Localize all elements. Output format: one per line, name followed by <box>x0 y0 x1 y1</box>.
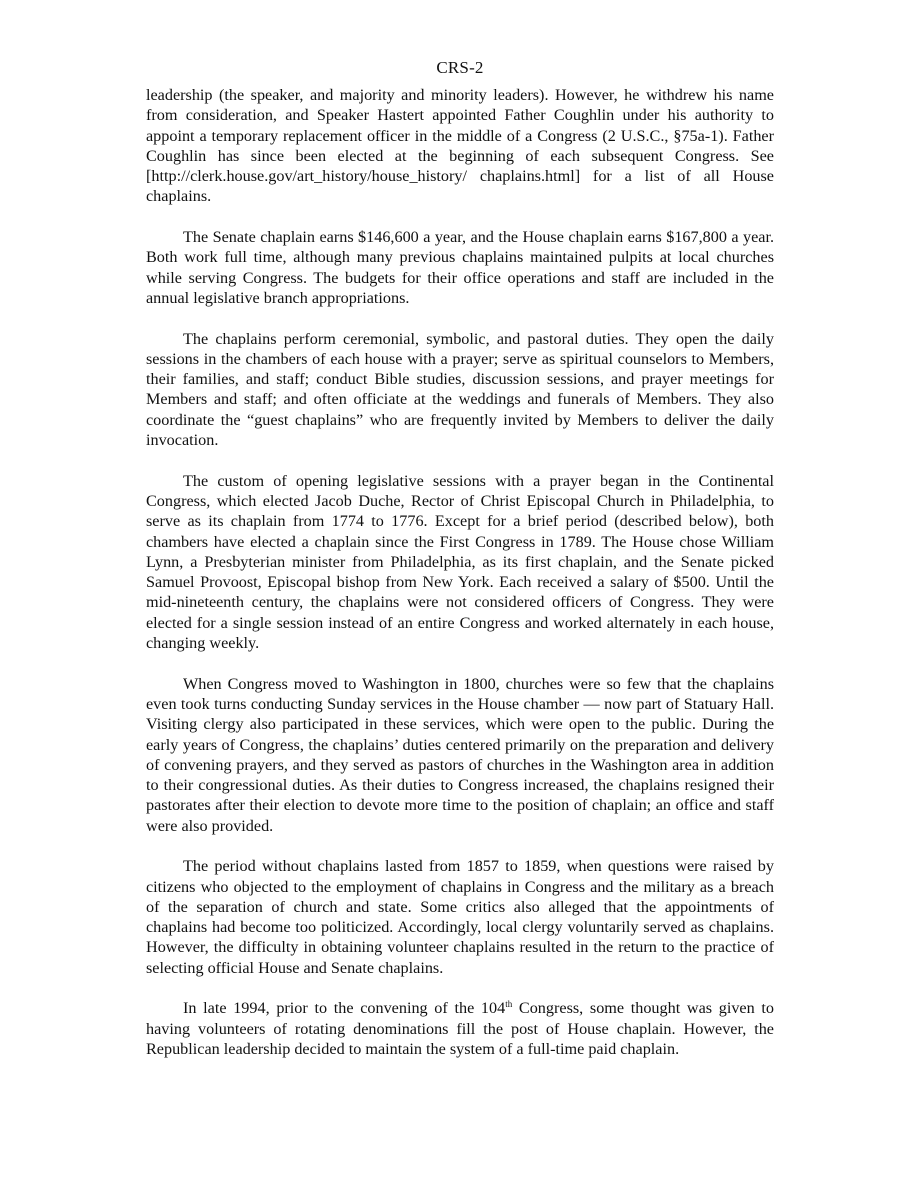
paragraph-1994-text-before: In late 1994, prior to the convening of the 104 <box>183 999 506 1018</box>
document-page <box>146 0 774 1080</box>
page-header: CRS-2 <box>436 58 484 77</box>
paragraph-duties: The chaplains perform ceremonial, symbolic, and pastoral duties. They open the daily sessions in the chambers of each house with a prayer; serve as spiritual counselors to Members, their families, and staff; conduct Bible studies, discussion sessions, and prayer meetings for Members and staff; and often officiate at the weddings and funerals of Members. They also coordinate the “guest chaplains” who are frequently invited by Members to deliver the daily invocation. <box>146 329 774 450</box>
paragraph-1994 <box>146 998 774 1059</box>
paragraph-1994-text-after: Congress, some thought was given to having volunteers of rotating denominations fill the post of House chaplain. However, the Republican leadership decided to maintain the system of a full-time paid chaplain. <box>146 999 774 1058</box>
paragraph-salaries: The Senate chaplain earns $146,600 a year, and the House chaplain earns $167,800 a year. Both work full time, although many previous chaplains maintained pulpits at local churches while serving Congress. The budgets for their office operations and staff are included in the annual legislative branch appropriations. <box>146 228 774 307</box>
paragraph-washington: When Congress moved to Washington in 1800, churches were so few that the chaplains even took turns conducting Sunday services in the House chamber — now part of Statuary Hall. Visiting clergy also participated in these services, which were open to the public. During the early years of Congress, the chaplains’ duties centered primarily on the preparation and delivery of convening prayers, and they served as pastors of churches in the Washington area in addition to their congressional duties. As their duties to Congress increased, the chaplains resigned their pastorates after their election to devote more time to the position of chaplain; an office and staff were also provided. <box>146 674 774 835</box>
paragraph-history: The custom of opening legislative sessions with a prayer began in the Continental Congress, which elected Jacob Duche, Rector of Christ Episcopal Church in Philadelphia, to serve as its chaplain from 1774 to 1776. Except for a brief period (described below), both chambers have elected a chaplain since the First Congress in 1789. The House chose William Lynn, a Presbyterian minister from Philadelphia, as its first chaplain, and the Senate picked Samuel Provoost, Episcopal bishop from New York. Each received a salary of $500. Until the mid-nineteenth century, the chaplains were not considered officers of Congress. They were elected for a single session instead of an entire Congress and worked alternately in each house, changing weekly. <box>146 471 774 653</box>
paragraph-period-without-chaplains: The period without chaplains lasted from 1857 to 1859, when questions were raised by citizens who objected to the employment of chaplains in Congress and the military as a breach of the separation of church and state. Some critics also alleged that the appointments of chaplains had become too politicized. Accordingly, local clergy voluntarily served as chaplains. However, the difficulty in obtaining volunteer chaplains resulted in the return to the practice of selecting official House and Senate chaplains. <box>146 857 774 977</box>
ordinal-superscript: th <box>505 999 513 1010</box>
paragraph-continuation: leadership (the speaker, and majority and minority leaders). However, he withdrew his name from consideration, and Speaker Hastert appointed Father Coughlin under his authority to appoint a temporary replacement officer in the middle of a Congress (2 U.S.C., §75a-1). Father Coughlin has since been elected at the beginning of each subsequent Congress. See [http://clerk.house.gov/art_history/house_history/ chaplains.html] for a list of all House chaplains. <box>146 86 774 206</box>
